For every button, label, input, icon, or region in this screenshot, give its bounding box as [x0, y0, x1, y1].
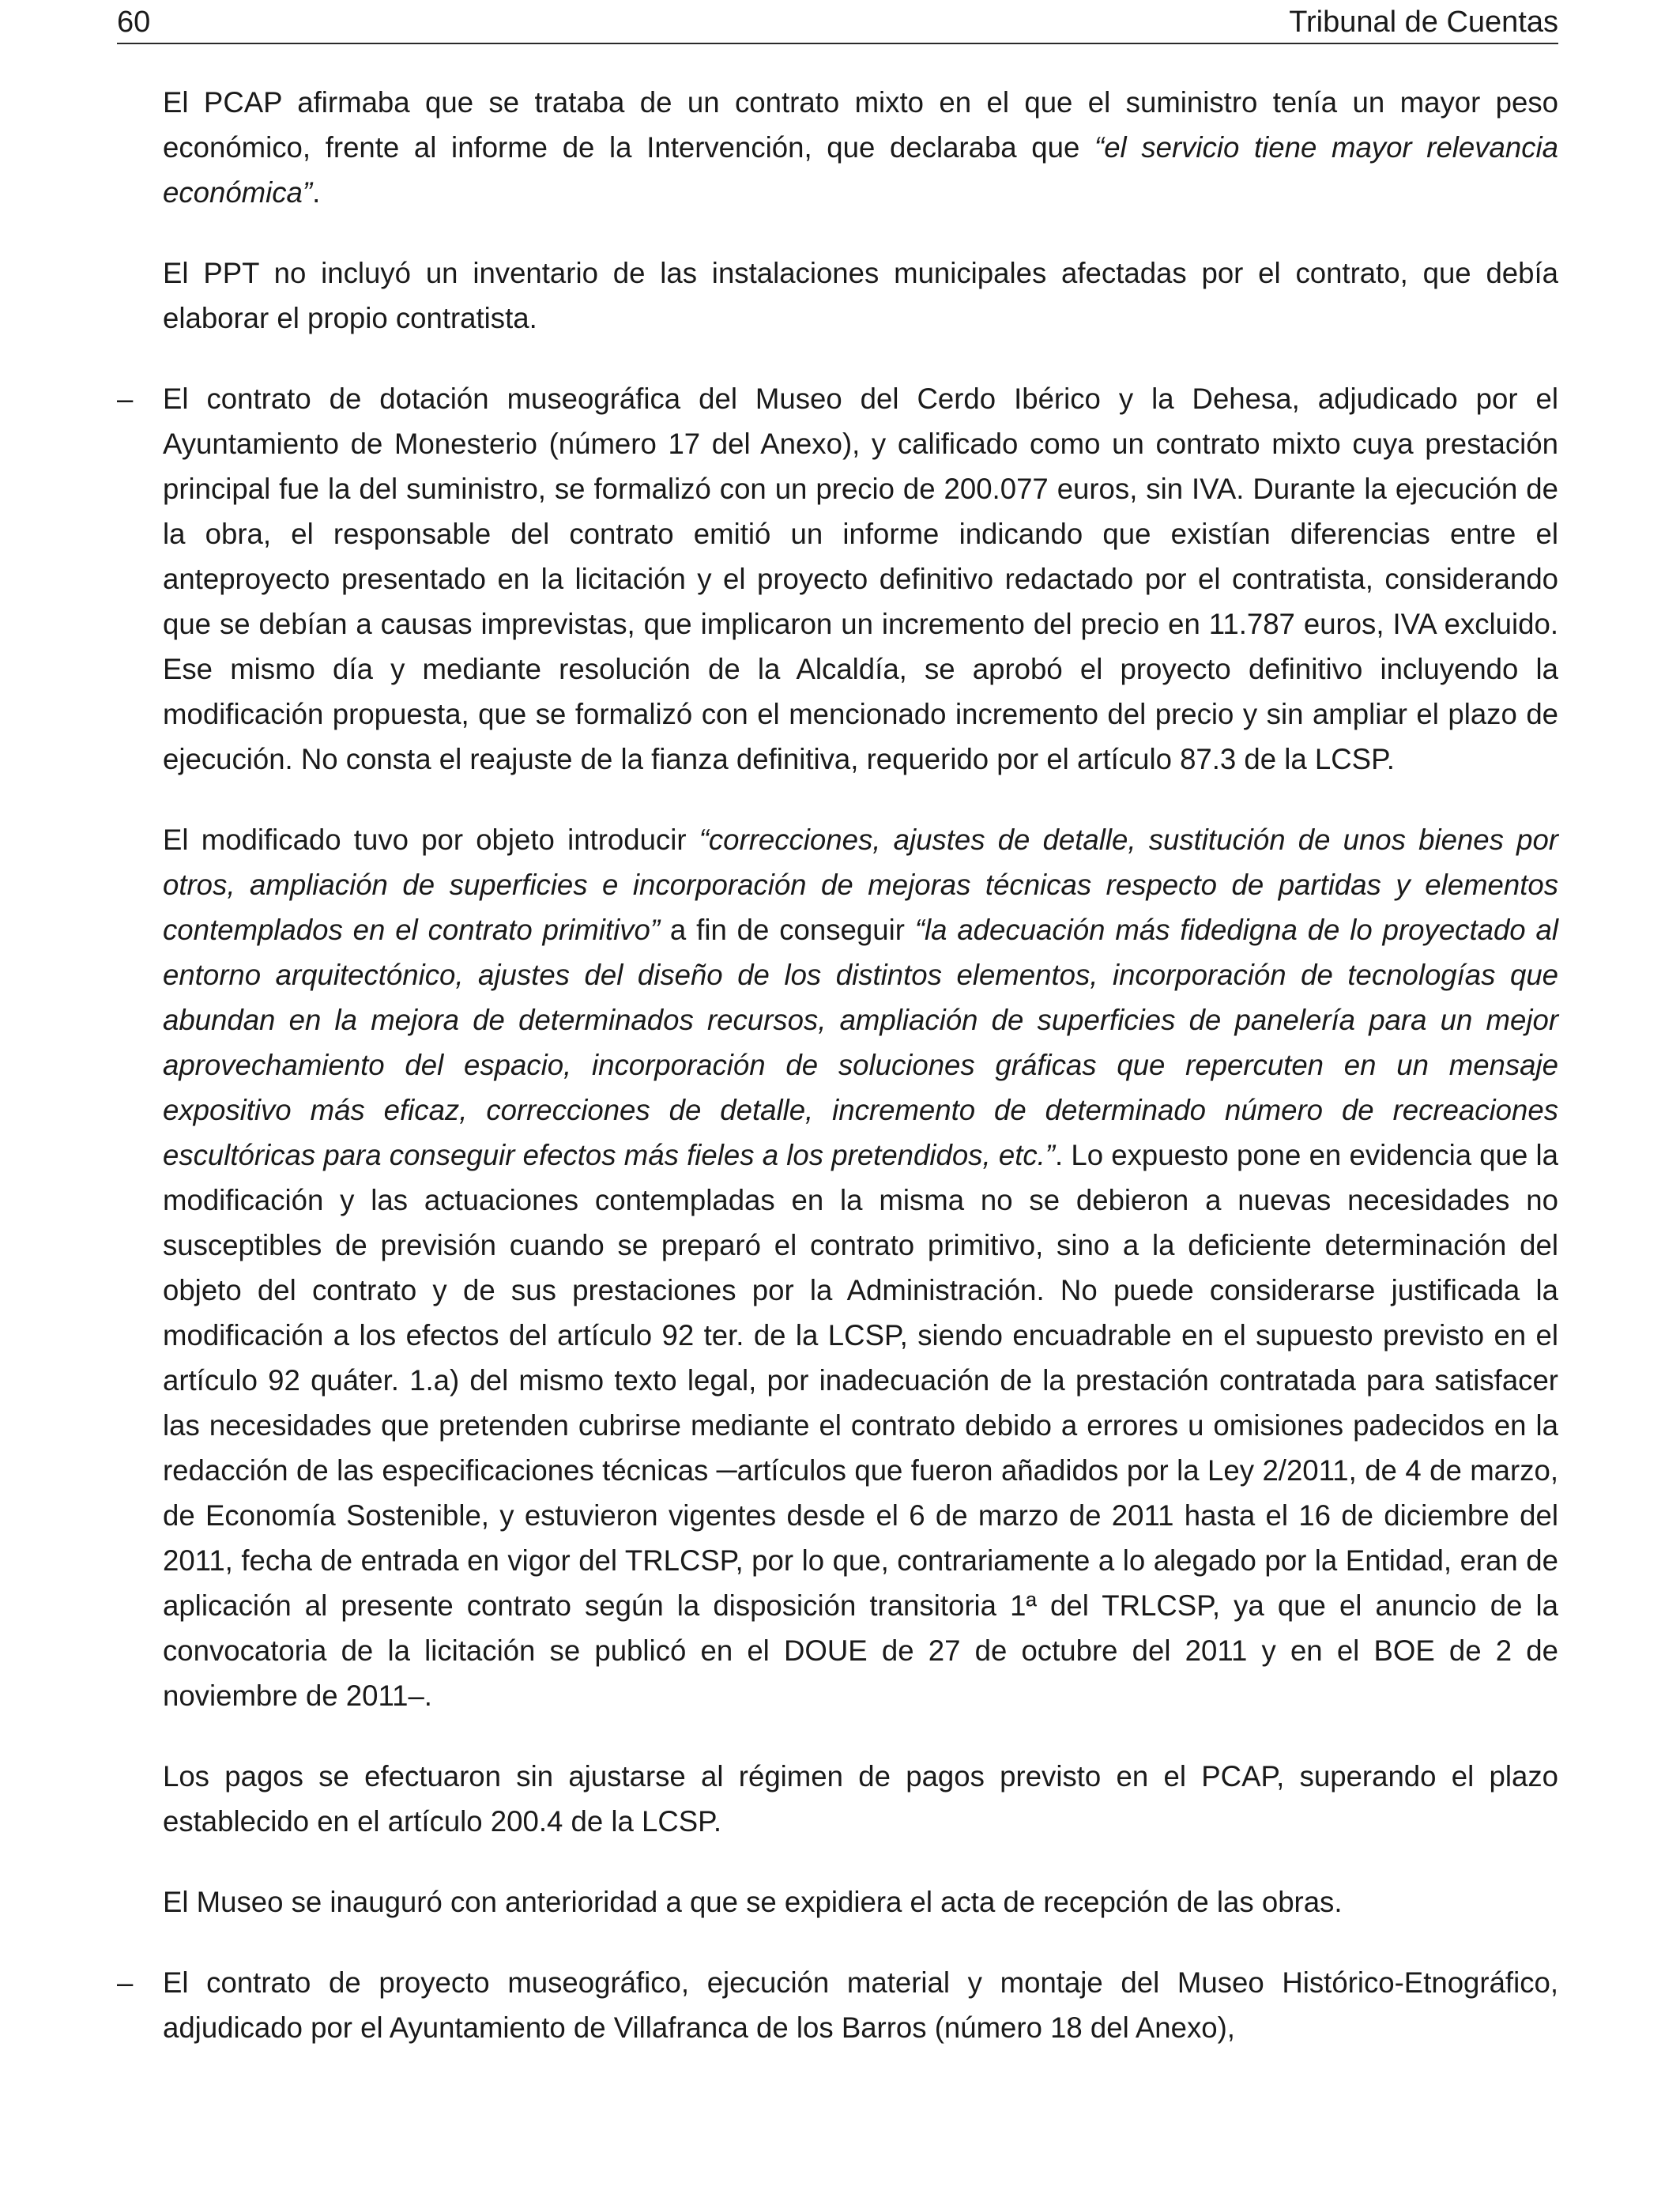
document-body: [117, 80, 1558, 2086]
list-item: [117, 376, 1558, 782]
paragraph-text: . Lo expuesto pone en evidencia que la modificación y las actuaciones contempladas en la misma no se debieron a nuevas necesidades no susceptibles de previsión cuando se preparó el contrato primitivo, sino a la deficiente determinación del objeto del contrato y de sus prestaciones por la Administración. No puede considerarse justificada la modificación a los efectos del artículo 92 ter. de la LCSP, siendo encuadrable en el supuesto previsto en el artículo 92 quáter. 1.a) del mismo texto legal, por inadecuación de la prestación contratada para satisfacer las necesidades que pretenden cubrirse mediante el contrato debido a errores u omisiones padecidos en la redacción de las especificaciones técnicas ─artículos que fueron añadidos por la Ley 2/2011, de 4 de marzo, de Economía Sostenible, y estuvieron vigentes desde el 6 de marzo de 2011 hasta el 16 de diciembre del 2011, fecha de entrada en vigor del TRLCSP, por lo que, contrariamente a lo alegado por la Entidad, eran de aplicación al presente contrato según la disposición transitoria 1ª del TRLCSP, ya que el anuncio de la convocatoria de la licitación se publicó en el DOUE de 27 de octubre del 2011 y en el BOE de 2 de noviembre de 2011–.: [163, 1139, 1558, 1712]
quoted-text: “correcciones, ajustes de detalle, sustitución de unos bienes por otros, ampliación de superficies e incorporación de mejoras técnicas respecto de partidas y elementos contemplados en el contrato primitivo”: [163, 824, 1558, 946]
list-dash-marker: –: [117, 383, 134, 415]
paragraph-text: El contrato de dotación museográfica del Museo del Cerdo Ibérico y la Dehesa, adjudicado por el Ayuntamiento de Monesterio (número 17 del Anexo), y calificado como un contrato mixto cuya prestación principal fue la del suministro, se formalizó con un precio de 200.077 euros, sin IVA. Durante la ejecución de la obra, el responsable del contrato emitió un informe indicando que existían diferencias entre el anteproyecto presentado en la licitación y el proyecto definitivo redactado por el contratista, considerando que se debían a causas imprevistas, que implicaron un incremento del precio en 11.787 euros, IVA excluido. Ese mismo día y mediante resolución de la Alcaldía, se aprobó el proyecto definitivo incluyendo la modificación propuesta, que se formalizó con el mencionado incremento del precio y sin ampliar el plazo de ejecución. No consta el reajuste de la fianza definitiva, requerido por el artículo 87.3 de la LCSP.: [163, 383, 1558, 775]
paragraph-text: El Museo se inauguró con anterioridad a que se expidiera el acta de recepción de las obras.: [163, 1886, 1343, 1918]
paragraph-text: .: [312, 176, 321, 209]
paragraph-text: El PCAP afirmaba que se trataba de un contrato mixto en el que el suministro tenía un mayor peso económico, frente al informe de la Intervención, que declaraba que: [163, 86, 1558, 164]
page-header: [117, 2, 1558, 44]
paragraph-text: a fin de conseguir: [660, 914, 915, 946]
quoted-text: “el servicio tiene mayor relevancia económica”: [163, 131, 1558, 209]
header-title: Tribunal de Cuentas: [1289, 6, 1558, 39]
paragraph-text: El contrato de proyecto museográfico, ejecución material y montaje del Museo Histórico-Etnográfico, adjudicado por el Ayuntamiento de Villafranca de los Barros (número 18 del Anexo),: [163, 1966, 1558, 2044]
quoted-text: “la adecuación más fidedigna de lo proyectado al entorno arquitectónico, ajustes del diseño de los distintos elementos, incorporación de tecnologías que abundan en la mejora de determinados recursos, ampliación de superficies de panelería para un mejor aprovechamiento del espacio, incorporación de soluciones gráficas que repercuten en un mensaje expositivo más eficaz, correcciones de detalle, incremento de determinado número de recreaciones escultóricas para conseguir efectos más fieles a los pretendidos, etc.”: [163, 914, 1559, 1171]
list-item: [117, 1960, 1558, 2050]
paragraph: [117, 1879, 1558, 1924]
page-number: 60: [117, 6, 151, 39]
paragraph-text: El modificado tuvo por objeto introducir: [163, 824, 699, 856]
paragraph: [117, 817, 1558, 1718]
paragraph: [117, 80, 1558, 215]
paragraph: [117, 1754, 1558, 1844]
paragraph-text: Los pagos se efectuaron sin ajustarse al régimen de pagos previsto en el PCAP, superando el plazo establecido en el artículo 200.4 de la LCSP.: [163, 1760, 1558, 1838]
paragraph-text: El PPT no incluyó un inventario de las instalaciones municipales afectadas por el contrato, que debía elaborar el propio contratista.: [163, 257, 1558, 334]
paragraph: [117, 251, 1558, 341]
list-dash-marker: –: [117, 1966, 134, 1999]
